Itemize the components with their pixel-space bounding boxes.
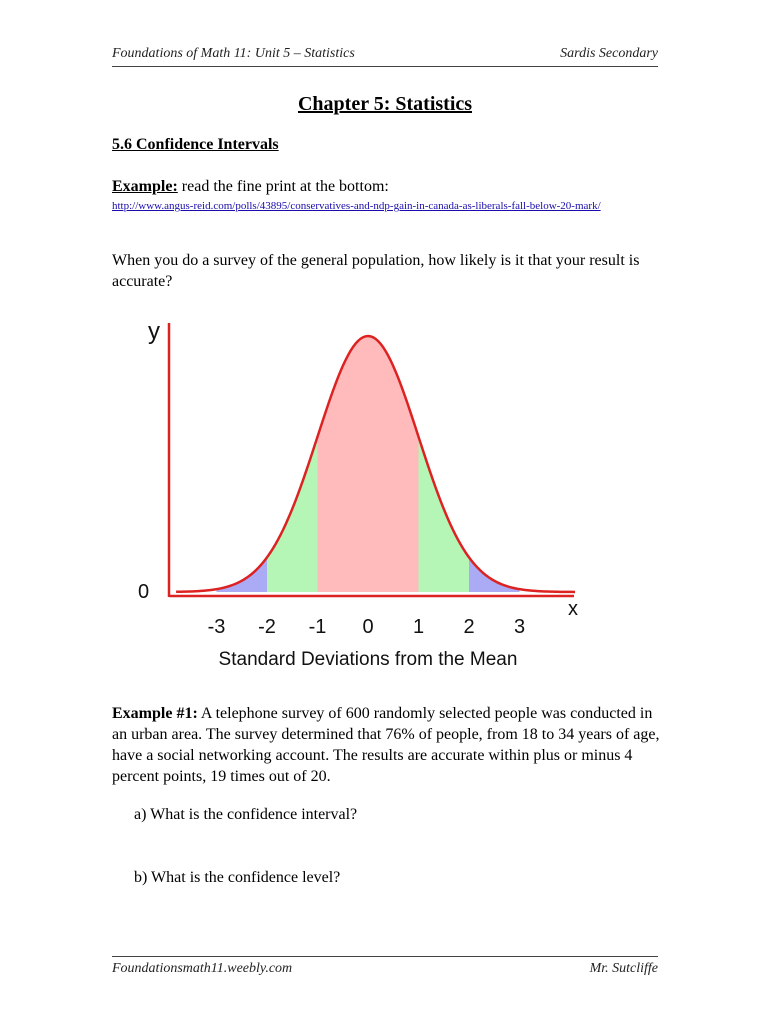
x-tick-label: -2 [258, 616, 276, 638]
footer-website: Foundationsmath11.weebly.com [112, 961, 293, 976]
example-intro [112, 178, 389, 196]
example1-paragraph [112, 703, 660, 787]
x-axis-title: Standard Deviations from the Mean [218, 649, 518, 670]
header-rule [112, 66, 658, 67]
footer-author: Mr. Sutcliffe [589, 961, 658, 976]
header-course-title: Foundations of Math 11: Unit 5 – Statistics [112, 46, 355, 61]
chart-bands [217, 336, 520, 592]
footer-rule [112, 956, 658, 957]
question-paragraph: When you do a survey of the general population, how likely is it that your result is accurate? [112, 252, 640, 290]
x-tick-label: 0 [362, 616, 374, 638]
header-school-name: Sardis Secondary [560, 46, 658, 61]
source-link[interactable]: http://www.angus-reid.com/polls/43895/conservatives-and-ndp-gain-in-canada-as-liberals-fall-below-20-mark/ [112, 200, 601, 212]
x-tick-label: -1 [308, 616, 327, 638]
chart-band-1 [318, 336, 419, 592]
x-tick-label: 3 [513, 616, 526, 638]
example-text: read the fine print at the bottom: [177, 178, 389, 195]
x-tick-label: 1 [412, 616, 425, 638]
example1-text: A telephone survey of 600 randomly selected people was conducted in an urban area. The survey determined that 76% of people, from 18 to 34 years of age, have a social networking account. The results are accurate within plus or minus 4 percent points, 19 times out of 20. [112, 705, 660, 785]
example1-label: Example #1: [112, 705, 198, 722]
question-b: b) What is the confidence level? [134, 869, 341, 886]
x-tick-label: -3 [207, 616, 226, 638]
example-label: Example: [112, 178, 178, 195]
x-tick-label: 2 [463, 616, 475, 638]
section-heading: 5.6 Confidence Intervals [112, 136, 279, 153]
page-title: Chapter 5: Statistics [297, 93, 473, 115]
question-a: a) What is the confidence interval? [134, 806, 358, 823]
x-axis-label: x [568, 598, 578, 620]
x-tick-labels [208, 616, 525, 638]
y-axis-label: y [148, 318, 160, 345]
y-origin-label: 0 [138, 581, 150, 603]
normal-distribution-chart [112, 305, 662, 685]
